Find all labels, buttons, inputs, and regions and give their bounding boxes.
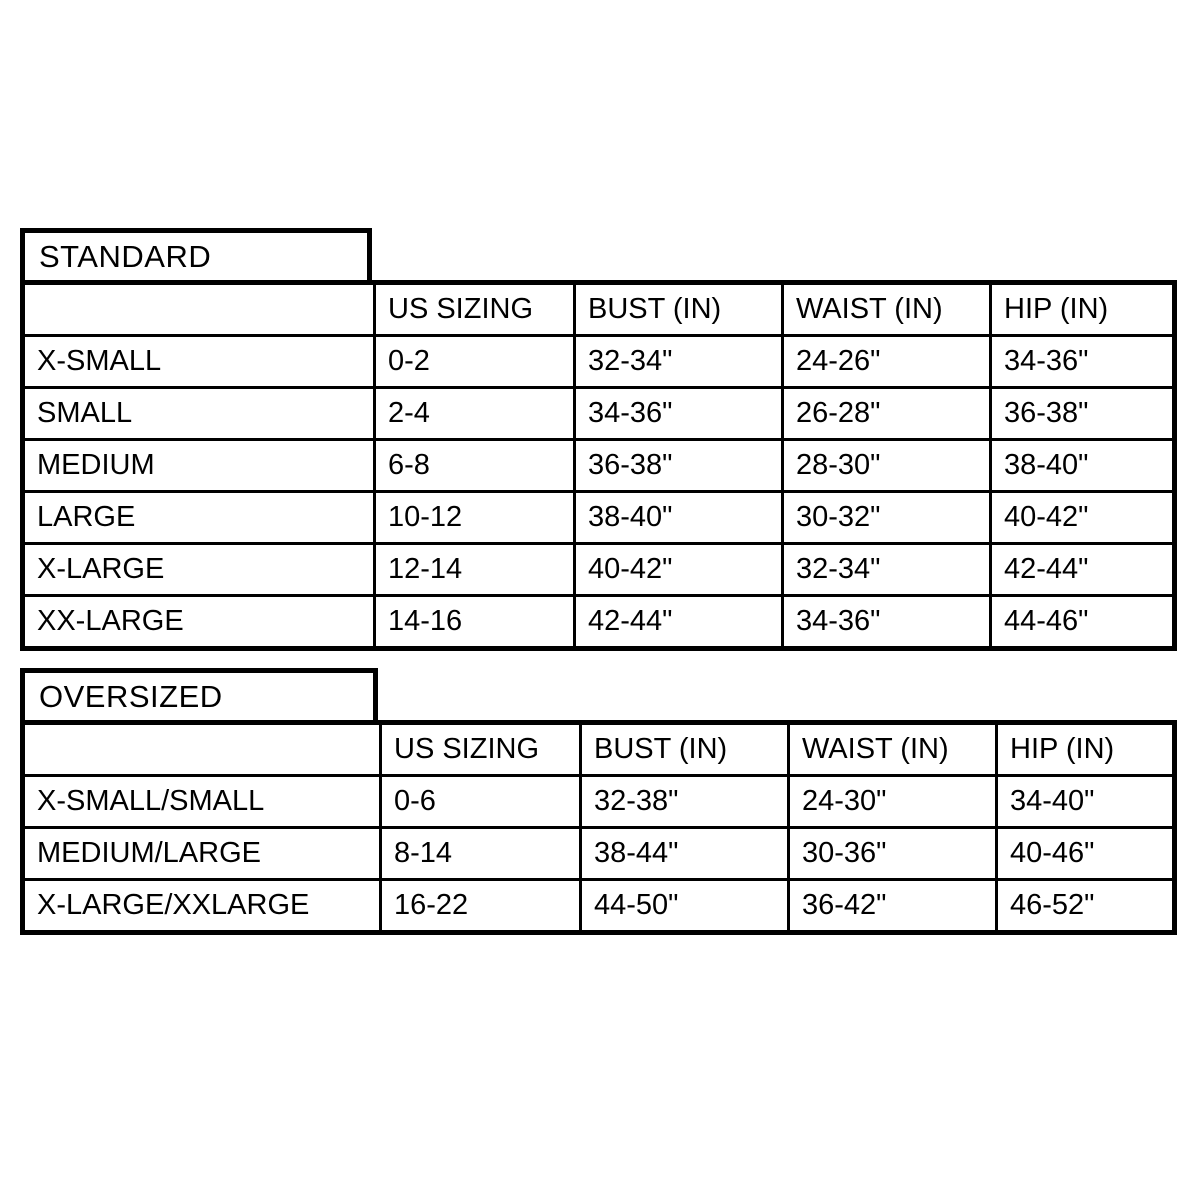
row-label: MEDIUM	[23, 440, 375, 492]
cell-hip: 42-44"	[991, 544, 1175, 596]
table-header-row	[23, 283, 1175, 336]
column-header-blank	[23, 723, 381, 776]
table-row	[23, 880, 1175, 933]
cell-us-sizing: 0-6	[381, 776, 581, 828]
row-label: LARGE	[23, 492, 375, 544]
column-header-bust: BUST (IN)	[575, 283, 783, 336]
column-header-hip: HIP (IN)	[997, 723, 1175, 776]
cell-bust: 44-50"	[581, 880, 789, 933]
table-row	[23, 544, 1175, 596]
cell-hip: 34-40"	[997, 776, 1175, 828]
standard-size-chart	[20, 228, 1172, 651]
oversized-title: OVERSIZED	[39, 679, 223, 714]
cell-waist: 26-28"	[783, 388, 991, 440]
column-header-bust: BUST (IN)	[581, 723, 789, 776]
cell-hip: 38-40"	[991, 440, 1175, 492]
cell-bust: 36-38"	[575, 440, 783, 492]
standard-table	[20, 280, 1177, 651]
table-row	[23, 776, 1175, 828]
row-label: X-SMALL	[23, 336, 375, 388]
cell-waist: 30-36"	[789, 828, 997, 880]
cell-us-sizing: 6-8	[375, 440, 575, 492]
row-label: X-LARGE	[23, 544, 375, 596]
cell-bust: 32-38"	[581, 776, 789, 828]
column-header-hip: HIP (IN)	[991, 283, 1175, 336]
column-header-waist: WAIST (IN)	[783, 283, 991, 336]
cell-bust: 42-44"	[575, 596, 783, 649]
oversized-size-chart	[20, 668, 1172, 935]
cell-hip: 36-38"	[991, 388, 1175, 440]
table-row	[23, 596, 1175, 649]
cell-us-sizing: 0-2	[375, 336, 575, 388]
cell-hip: 40-46"	[997, 828, 1175, 880]
standard-title-tab	[20, 228, 372, 280]
cell-hip: 44-46"	[991, 596, 1175, 649]
cell-us-sizing: 12-14	[375, 544, 575, 596]
cell-bust: 38-40"	[575, 492, 783, 544]
row-label: XX-LARGE	[23, 596, 375, 649]
cell-hip: 40-42"	[991, 492, 1175, 544]
table-row	[23, 388, 1175, 440]
cell-us-sizing: 10-12	[375, 492, 575, 544]
table-row	[23, 336, 1175, 388]
row-label: SMALL	[23, 388, 375, 440]
cell-waist: 28-30"	[783, 440, 991, 492]
column-header-us-sizing: US SIZING	[375, 283, 575, 336]
row-label: MEDIUM/LARGE	[23, 828, 381, 880]
table-row	[23, 492, 1175, 544]
cell-us-sizing: 8-14	[381, 828, 581, 880]
standard-title: STANDARD	[39, 239, 212, 274]
cell-bust: 38-44"	[581, 828, 789, 880]
cell-waist: 24-26"	[783, 336, 991, 388]
cell-us-sizing: 16-22	[381, 880, 581, 933]
cell-us-sizing: 14-16	[375, 596, 575, 649]
cell-waist: 36-42"	[789, 880, 997, 933]
column-header-blank	[23, 283, 375, 336]
cell-bust: 32-34"	[575, 336, 783, 388]
cell-waist: 32-34"	[783, 544, 991, 596]
cell-waist: 30-32"	[783, 492, 991, 544]
cell-bust: 34-36"	[575, 388, 783, 440]
table-header-row	[23, 723, 1175, 776]
column-header-waist: WAIST (IN)	[789, 723, 997, 776]
cell-bust: 40-42"	[575, 544, 783, 596]
row-label: X-LARGE/XXLARGE	[23, 880, 381, 933]
row-label: X-SMALL/SMALL	[23, 776, 381, 828]
cell-hip: 46-52"	[997, 880, 1175, 933]
table-row	[23, 828, 1175, 880]
cell-waist: 24-30"	[789, 776, 997, 828]
column-header-us-sizing: US SIZING	[381, 723, 581, 776]
table-row	[23, 440, 1175, 492]
oversized-table	[20, 720, 1177, 935]
oversized-title-tab	[20, 668, 378, 720]
cell-hip: 34-36"	[991, 336, 1175, 388]
cell-waist: 34-36"	[783, 596, 991, 649]
cell-us-sizing: 2-4	[375, 388, 575, 440]
